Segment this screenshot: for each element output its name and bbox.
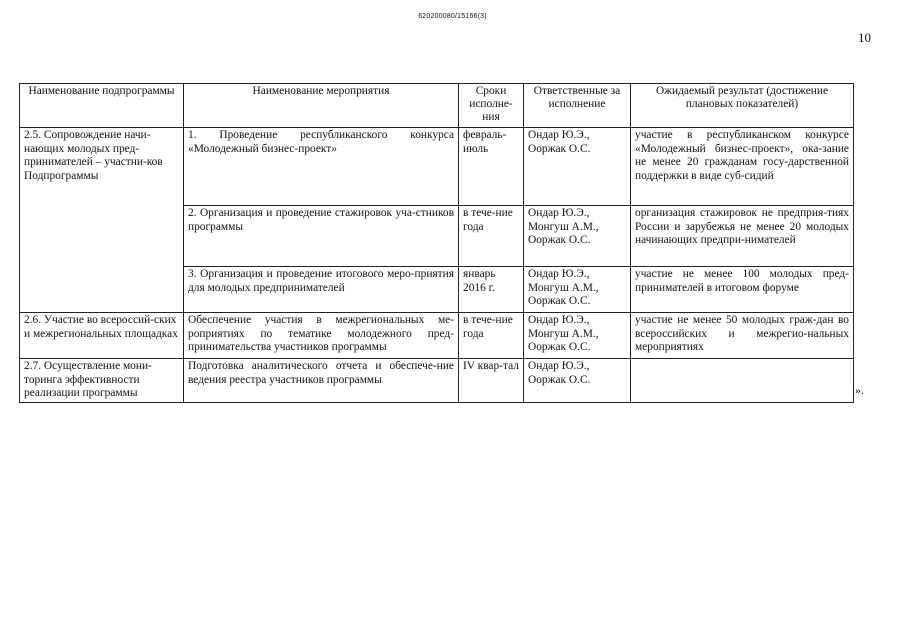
closing-quote-mark: ». <box>855 383 864 397</box>
term-cell: февраль-июль <box>459 128 524 206</box>
col-header-result: Ожидаемый результат (достижение плановых показателей) <box>631 84 854 128</box>
result-cell <box>631 359 854 403</box>
col-header-term: Сроки исполне-ния <box>459 84 524 128</box>
term-cell: в тече-ние года <box>459 313 524 359</box>
result-cell: участие в республиканском конкурсе «Молодежный бизнес-проект», ока-зание не менее 20 гражданам госу-дарственной поддержки в виде суб-сидий <box>631 128 854 206</box>
subprogram-cell: 2.6. Участие во всероссий-ских и межрегиональных площадках <box>20 313 184 359</box>
responsible-cell: Ондар Ю.Э., Ооржак О.С. <box>524 359 631 403</box>
event-cell: Обеспечение участия в межрегиональных ме-роприятиях по тематике молодежного пред-принимательства участников программы <box>184 313 459 359</box>
responsible-cell: Ондар Ю.Э., Монгуш А.М., Ооржак О.С. <box>524 313 631 359</box>
col-header-event: Наименование мероприятия <box>184 84 459 128</box>
table-row <box>20 128 854 206</box>
responsible-cell: Ондар Ю.Э., Ооржак О.С. <box>524 128 631 206</box>
term-cell: IV квар-тал <box>459 359 524 403</box>
events-table <box>19 83 854 403</box>
result-cell: организация стажировок не предприя-тиях России и зарубежья не менее 20 молодых начинающих предпри-нимателей <box>631 206 854 267</box>
event-cell: 1. Проведение республиканского конкурса «Молодежный бизнес-проект» <box>184 128 459 206</box>
subprogram-cell: 2.5. Сопровождение начи-нающих молодых пред-принимателей – участни-ков Подпрограммы <box>20 128 184 313</box>
col-header-responsible: Ответственные за исполнение <box>524 84 631 128</box>
responsible-cell: Ондар Ю.Э., Монгуш А.М., Ооржак О.С. <box>524 206 631 267</box>
responsible-cell: Ондар Ю.Э., Монгуш А.М., Ооржак О.С. <box>524 267 631 313</box>
event-cell: Подготовка аналитического отчета и обеспече-ние ведения реестра участников программы <box>184 359 459 403</box>
table-row <box>20 313 854 359</box>
event-cell: 2. Организация и проведение стажировок уча-стников программы <box>184 206 459 267</box>
result-cell: участие не менее 100 молодых пред-принимателей в итоговом форуме <box>631 267 854 313</box>
col-header-subprogram: Наименование подпрограммы <box>20 84 184 128</box>
event-cell: 3. Организация и проведение итогового меро-приятия для молодых предпринимателей <box>184 267 459 313</box>
table-row <box>20 359 854 403</box>
document-id: 620200080/15166(3) <box>418 13 487 20</box>
term-cell: январь 2016 г. <box>459 267 524 313</box>
term-cell: в тече-ние года <box>459 206 524 267</box>
result-cell: участие не менее 50 молодых граж-дан во всероссийских и межрегио-нальных мероприятиях <box>631 313 854 359</box>
table-header-row <box>20 84 854 128</box>
page-number: 10 <box>858 30 871 45</box>
subprogram-cell: 2.7. Осуществление мони-торинга эффективности реализации программы <box>20 359 184 403</box>
